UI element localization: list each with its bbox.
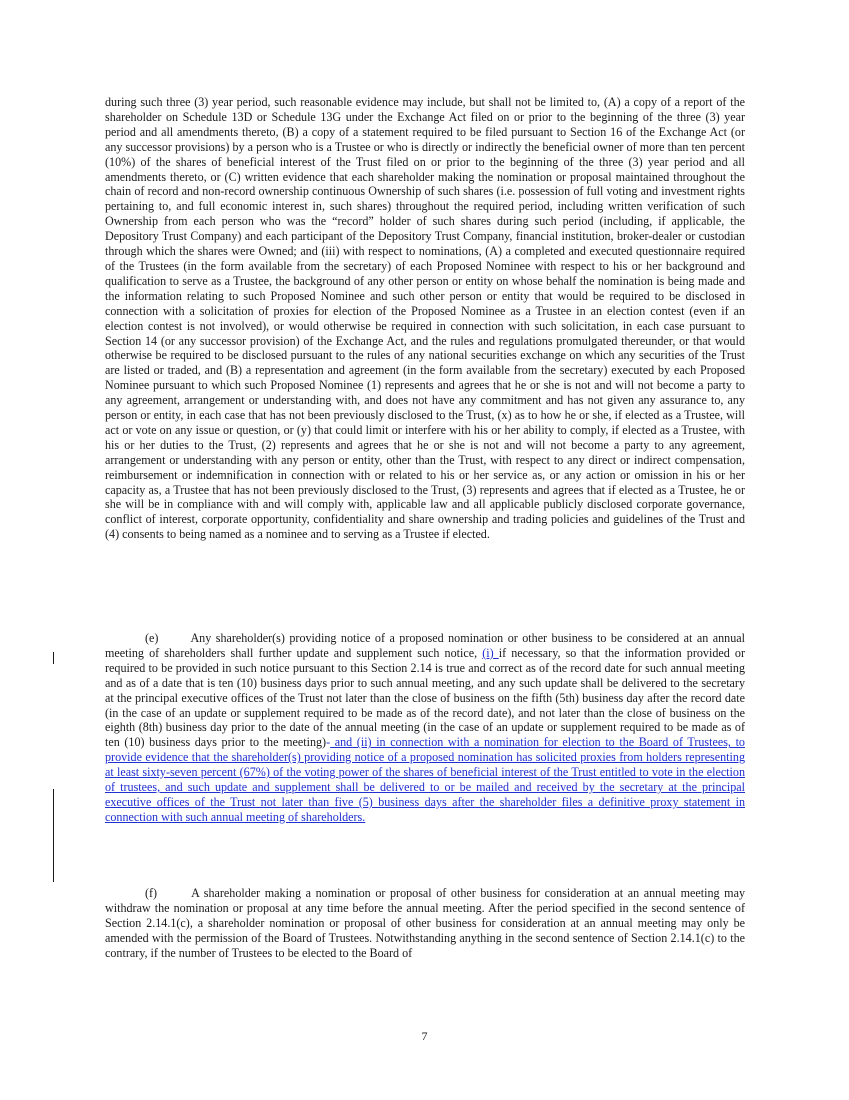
paragraph-label: (f): [145, 886, 158, 900]
change-bar: [53, 789, 54, 882]
inserted-text: and (ii) in connection with a nomination for election to the Board of Trustees, to provide evidence that the shareholder(s) providing notice of a proposed nomination has solicited proxies from holders representing at least sixty-seven percent (67%) of the voting power of the shares of beneficial interest of the Trust entitled to vote in the election of trustees, and such update and supplement shall be delivered to or be mailed and received by the secretary at the principal executive offices of the Trust not later than five (5) business days after the shareholder files a definitive proxy statement in connection with such annual meeting of shareholders.: [105, 735, 745, 824]
paragraph-text: A shareholder making a nomination or proposal of other business for consideration at an annual meeting may withdraw the nomination or proposal at any time before the annual meeting. After the period specified in the second sentence of Section 2.14.1(c), a shareholder nomination or proposal of other business for consideration at an annual meeting may only be amended with the permission of the Board of Trustees. Notwithstanding anything in the second sentence of Section 2.14.1(c) to the contrary, if the number of Trustees to be elected to the Board of: [105, 886, 745, 960]
paragraph-text: during such three (3) year period, such reasonable evidence may include, but shall not be limited to, (A) a copy of a report of the shareholder on Schedule 13D or Schedule 13G under the Exchange Act filed on or prior to the beginning of the three (3) year period and all amendments thereto, (B) a copy of a statement required to be filed pursuant to Section 16 of the Exchange Act (or any successor provisions) by a person who is a Trustee or who is directly or indirectly the beneficial owner of more than ten percent (10%) of the shares of beneficial interest of the Trust filed on or prior to the beginning of the three (3) year period and all amendments thereto, or (C) written evidence that each shareholder making the nomination or proposal maintained throughout the chain of record and non-record ownership continuous Ownership of such shares (i.e. possession of full voting and investment rights pertaining to, and full economic interest in, such shares) throughout the required period, including written verification of such Ownership from each person who was the “record” holder of such shares during such period (including, if applicable, the Depository Trust Company) and each participant of the Depository Trust Company, financial institution, broker-dealer or custodian through which the shares were Owned; and (iii) with respect to nominations, (A) a completed and executed questionnaire required of the Trustees (in the form available from the secretary) of each Proposed Nominee with respect to his or her background and qualification to serve as a Trustee, the background of any other person or entity on whose behalf the nomination is being made and the information relating to such Proposed Nominee and such other person or entity that would be required to be disclosed in connection with a solicitation of proxies for election of the Proposed Nominee as a Trustee in an election contest (even if an election contest is not involved), or would otherwise be required in connection with such solicitation, in each case pursuant to Section 14 (or any successor provision) of the Exchange Act, and the rules and regulations promulgated thereunder, or that would otherwise be required to be disclosed pursuant to the rules of any national securities exchange on which any securities of the Trust are listed or traded, and (B) a representation and agreement (in the form available from the secretary) executed by each Proposed Nominee pursuant to which such Proposed Nominee (1) represents and agrees that he or she is not and will not become a party to any agreement, arrangement or understanding with, and does not have any commitment and has not given any assurance to, any person or entity, in each case that has not been previously disclosed to the Trust, (x) as to how he or she, if elected as a Trustee, will act or vote on any issue or question, or (y) that could limit or interfere with his or her ability to comply, if elected as a Trustee, with his or her duties to the Trust, (2) represents and agrees that he or she is not and will not become a party to any agreement, arrangement or understanding with any person or entity, other than the Trust, with respect to any direct or indirect compensation, reimbursement or indemnification in connection with or related to his or her service as, or any action or omission in his or her capacity as, a Trustee that has not been previously disclosed to the Trust, (3) represents and agrees that if elected as a Trustee, he or she will be in compliance with and will comply with, applicable law and all applicable publicly disclosed corporate governance, conflict of interest, corporate opportunity, confidentiality and share ownership and trading policies and guidelines of the Trust and (4) consents to being named as a nominee and to serving as a Trustee if elected.: [105, 95, 745, 542]
change-bar: [53, 652, 54, 664]
paragraph-e: [105, 631, 745, 825]
inserted-text: (i): [482, 645, 499, 660]
paragraph-label: (e): [145, 631, 159, 645]
page-number: 7: [421, 1029, 428, 1043]
paragraph-continuation: [105, 95, 745, 542]
paragraph-f: [105, 886, 745, 961]
deleted-text: -: [326, 735, 331, 750]
paragraph-text: Any shareholder(s) providing notice of a proposed nomination or other business to be considered at an annual meeting of shareholders shall further update and supplement such notice,: [105, 631, 745, 660]
paragraph-text: if necessary, so that the information provided or required to be provided in such notice pursuant to this Section 2.14 is true and correct as of the record date for such annual meeting and as of a date that is ten (10) business days prior to such annual meeting, and any such update shall be delivered to the secretary at the principal executive offices of the Trust not later than the close of business on the fifth (5th) business day after the record date (in the case of an update or supplement required to be made as of the record date), and not later than the close of business on the eighth (8th) business day prior to the date of the annual meeting (in the case of an update or supplement required to be made as of ten (10) business days prior to the meeting): [105, 645, 745, 750]
